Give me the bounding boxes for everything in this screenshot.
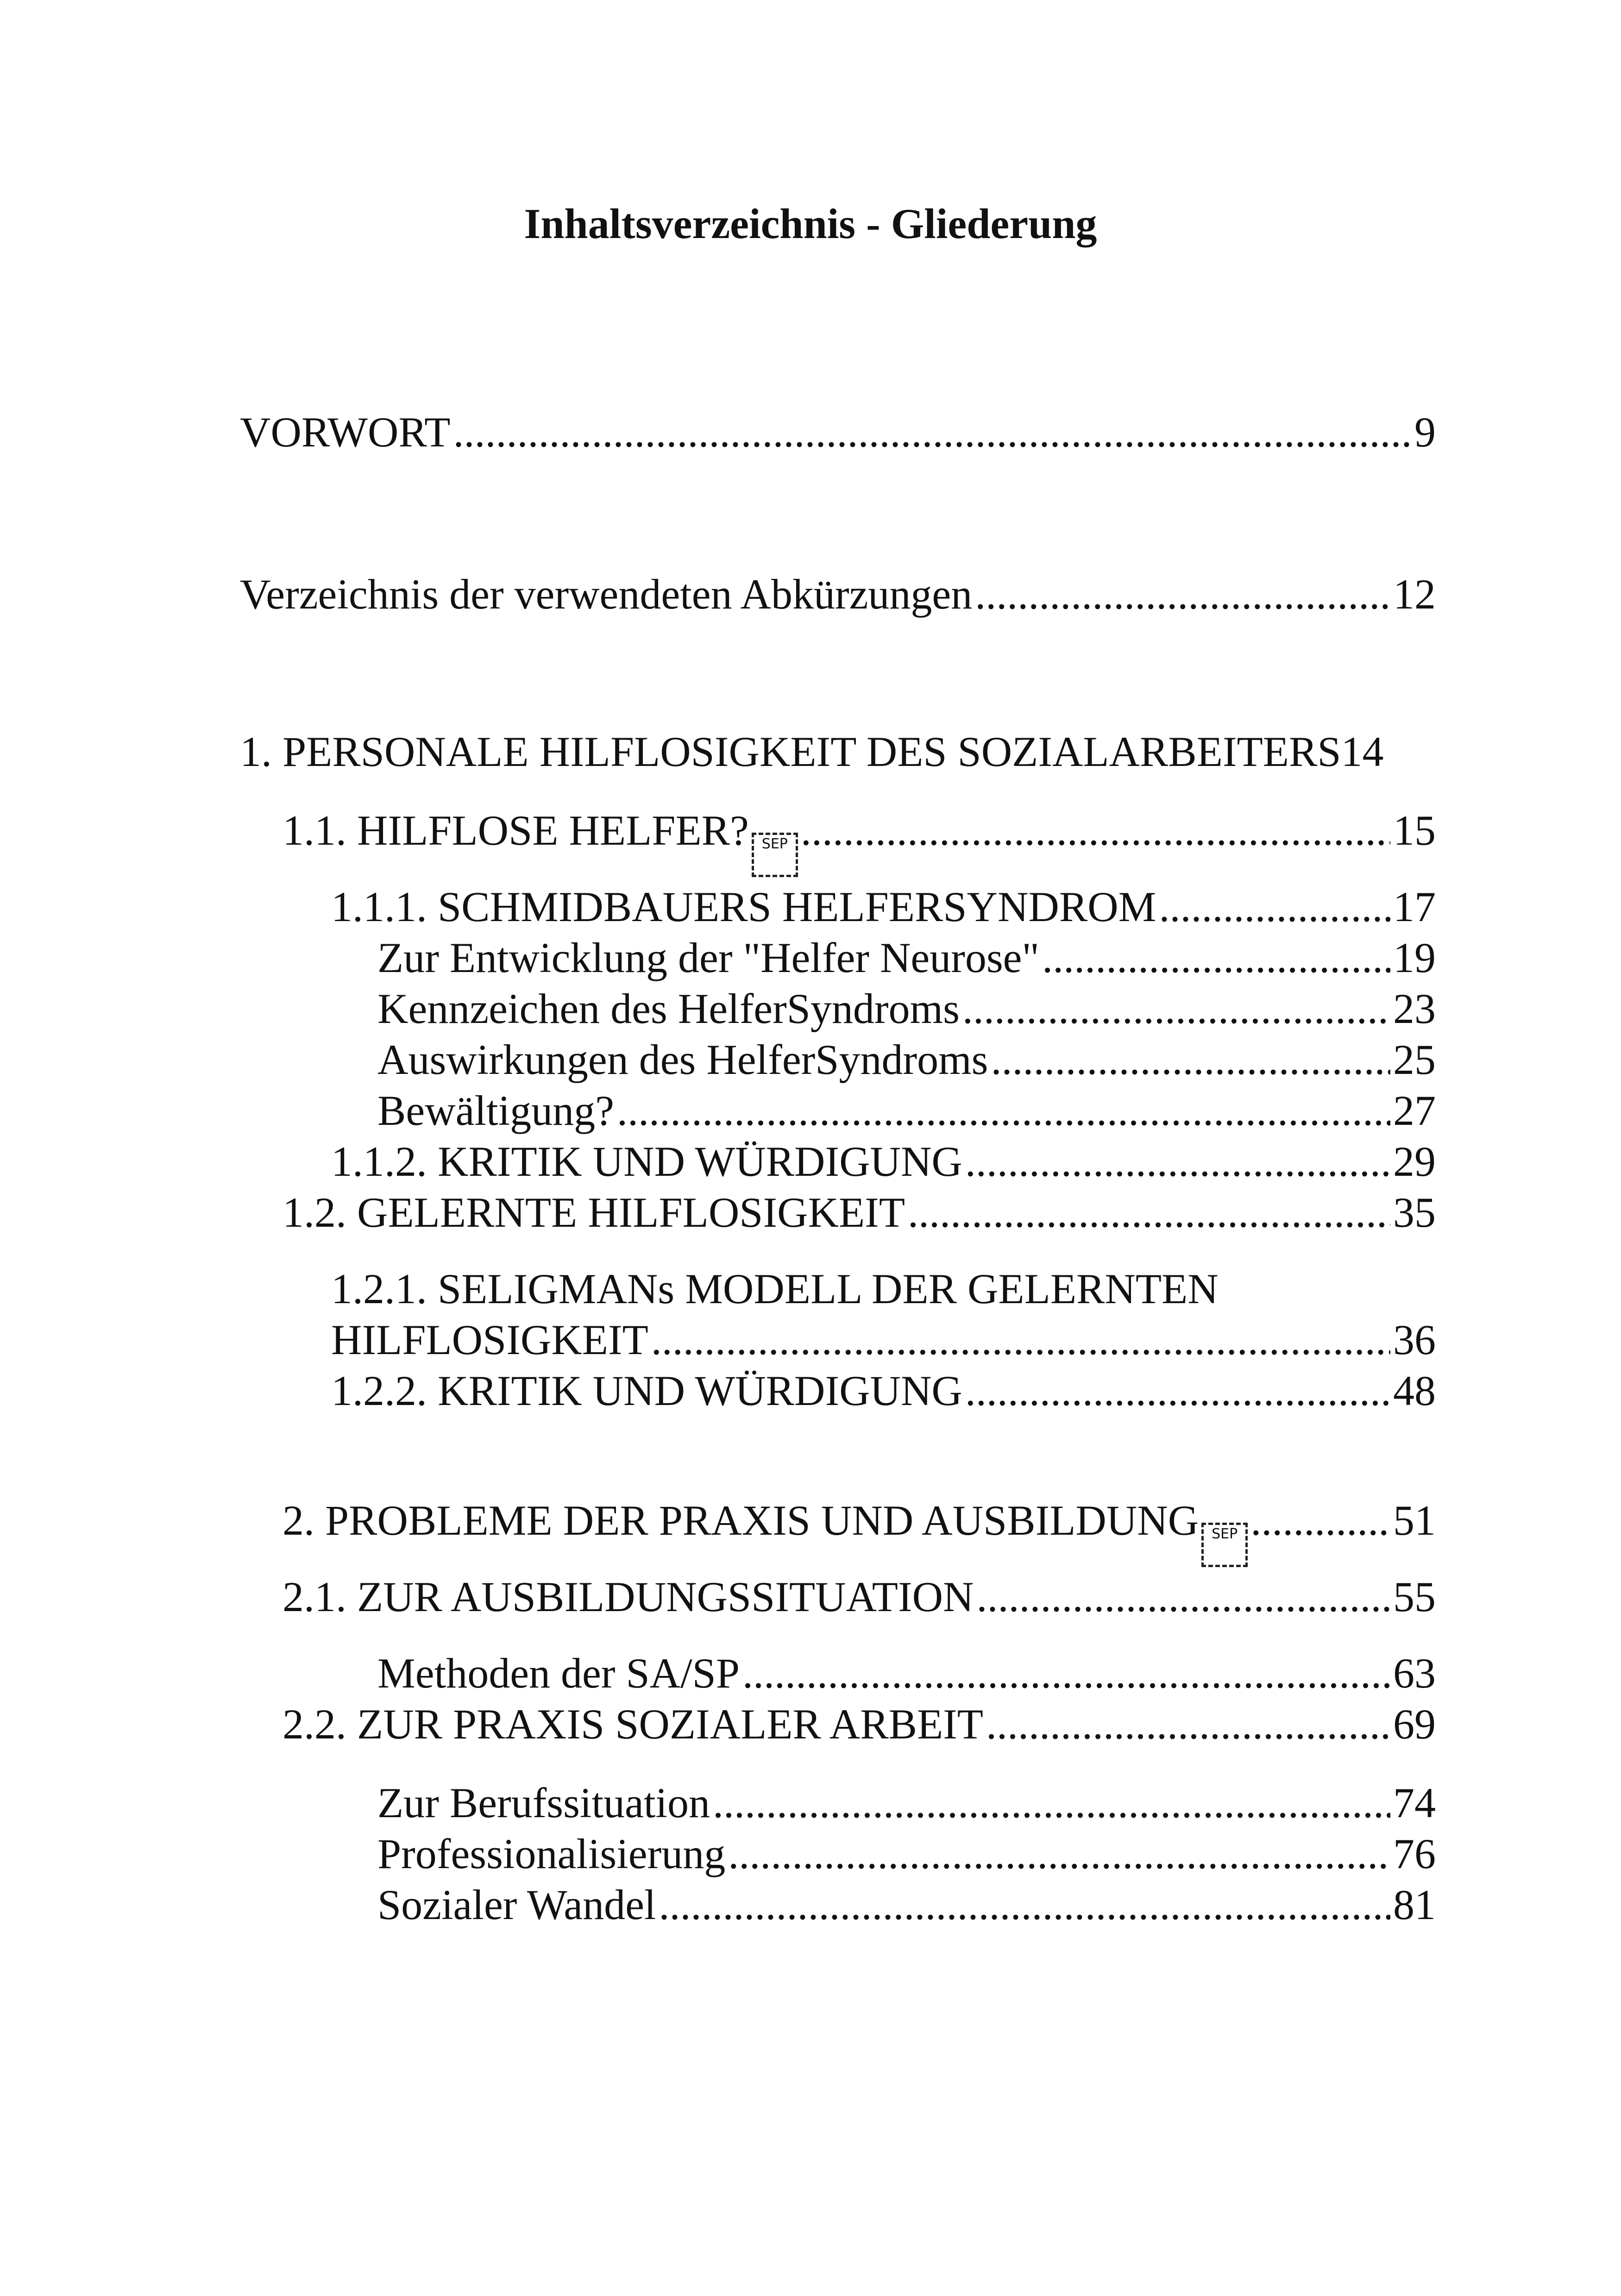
toc-label: Sozialer Wandel: [377, 1881, 656, 1928]
toc-label: 1.1.2. KRITIK UND WÜRDIGUNG: [331, 1138, 962, 1185]
toc-page-number: 35: [1393, 1189, 1436, 1236]
dot-leader: [617, 1086, 1390, 1135]
toc-entry: [331, 1264, 1219, 1313]
dot-leader: [962, 984, 1390, 1033]
toc-label: VORWORT: [240, 408, 451, 456]
toc-label: Bewältigung?: [377, 1087, 614, 1134]
toc-label: Kennzeichen des HelferSyndroms: [377, 985, 960, 1032]
toc-page-number: 17: [1393, 883, 1436, 930]
toc-page-number: 27: [1393, 1087, 1436, 1134]
toc-page-number: 76: [1393, 1830, 1436, 1877]
dot-leader: [1042, 933, 1390, 982]
toc-label: 2.1. ZUR AUSBILDUNGSSITUATION: [283, 1573, 974, 1620]
dot-leader: [991, 1035, 1390, 1084]
toc-entry: [283, 1572, 1436, 1623]
toc-label: 1.2. GELERNTE HILFLOSIGKEIT: [283, 1189, 905, 1236]
dot-leader: [659, 1880, 1390, 1929]
dot-leader: [976, 1572, 1390, 1621]
dot-leader: [713, 1778, 1390, 1827]
toc-entry: [283, 1700, 1436, 1750]
dot-leader: [986, 1700, 1390, 1749]
toc-page-number: 29: [1393, 1138, 1436, 1185]
toc-label: Professionalisierung: [377, 1830, 726, 1877]
toc-entry: [240, 408, 1436, 458]
toc-entry: [377, 1035, 1436, 1086]
toc-label: 1.1.1. SCHMIDBAUERS HELFERSYNDROM: [331, 883, 1156, 930]
toc-page-number: 15: [1393, 807, 1436, 854]
toc-entry: [377, 1086, 1436, 1137]
toc-entry: [377, 1778, 1436, 1829]
dot-leader: [965, 1137, 1390, 1186]
toc-entry: [331, 1366, 1436, 1417]
toc-label: HILFLOSIGKEIT: [331, 1316, 648, 1363]
toc-entry: [240, 727, 1384, 776]
toc-page-number: 36: [1393, 1316, 1436, 1363]
toc-entry: [331, 1137, 1436, 1188]
dot-leader: [1159, 882, 1390, 931]
sep-control-glyph: SEP: [752, 833, 798, 877]
dot-leader: [801, 806, 1390, 855]
toc-entry: [240, 570, 1436, 621]
dot-leader: [651, 1315, 1390, 1364]
dot-leader: [728, 1829, 1390, 1878]
toc-label: 1.1. HILFLOSE HELFER? SEP: [283, 806, 798, 877]
toc-entry: [377, 984, 1436, 1035]
toc-entry: [377, 1880, 1436, 1931]
toc-page-number: 23: [1393, 985, 1436, 1032]
toc-label: Methoden der SA/SP: [377, 1650, 740, 1697]
toc-page-number: 48: [1393, 1367, 1436, 1414]
toc-page-number: 69: [1393, 1700, 1436, 1748]
dot-leader: [965, 1366, 1390, 1415]
toc-label: 1.2.2. KRITIK UND WÜRDIGUNG: [331, 1367, 962, 1414]
dot-leader: [1250, 1496, 1390, 1545]
toc-label: 2.2. ZUR PRAXIS SOZIALER ARBEIT: [283, 1700, 983, 1748]
toc-entry: [331, 882, 1436, 933]
dot-leader: [742, 1649, 1390, 1698]
toc-page-number: 51: [1393, 1497, 1436, 1544]
toc-entry: [283, 1496, 1436, 1547]
sep-control-glyph: SEP: [1201, 1523, 1248, 1567]
toc-page-number: 55: [1393, 1573, 1436, 1620]
toc-entry: [283, 806, 1436, 857]
toc-label: 1.2.1. SELIGMANs MODELL DER GELERNTEN: [331, 1265, 1219, 1312]
toc-entry: [283, 1188, 1436, 1239]
dot-leader: [908, 1188, 1390, 1237]
toc-page-number: 12: [1393, 571, 1436, 618]
toc-entry: [377, 1649, 1436, 1700]
page-title: Inhaltsverzeichnis - Gliederung: [524, 200, 1097, 247]
toc-page-number: 19: [1393, 934, 1436, 981]
toc-entry: [377, 933, 1436, 984]
toc-label: Verzeichnis der verwendeten Abkürzungen: [240, 571, 973, 618]
toc-entry: [331, 1315, 1436, 1366]
toc-label: Zur Berufssituation: [377, 1779, 710, 1826]
toc-page-number: 25: [1393, 1036, 1436, 1083]
toc-page-number: 81: [1393, 1881, 1436, 1928]
toc-label: 2. PROBLEME DER PRAXIS UND AUSBILDUNG SEP: [283, 1496, 1248, 1567]
dot-leader: [453, 408, 1412, 457]
toc-entry: [377, 1829, 1436, 1880]
toc-page-number: 9: [1414, 408, 1436, 456]
toc-label: Auswirkungen des HelferSyndroms: [377, 1036, 988, 1083]
toc-label: Zur Entwicklung der "Helfer Neurose": [377, 934, 1040, 981]
toc-page-number: 74: [1393, 1779, 1436, 1826]
toc-label: 1. PERSONALE HILFLOSIGKEIT DES SOZIALARBEITERS14: [240, 728, 1384, 775]
dot-leader: [975, 570, 1390, 619]
toc-page-number: 63: [1393, 1650, 1436, 1697]
